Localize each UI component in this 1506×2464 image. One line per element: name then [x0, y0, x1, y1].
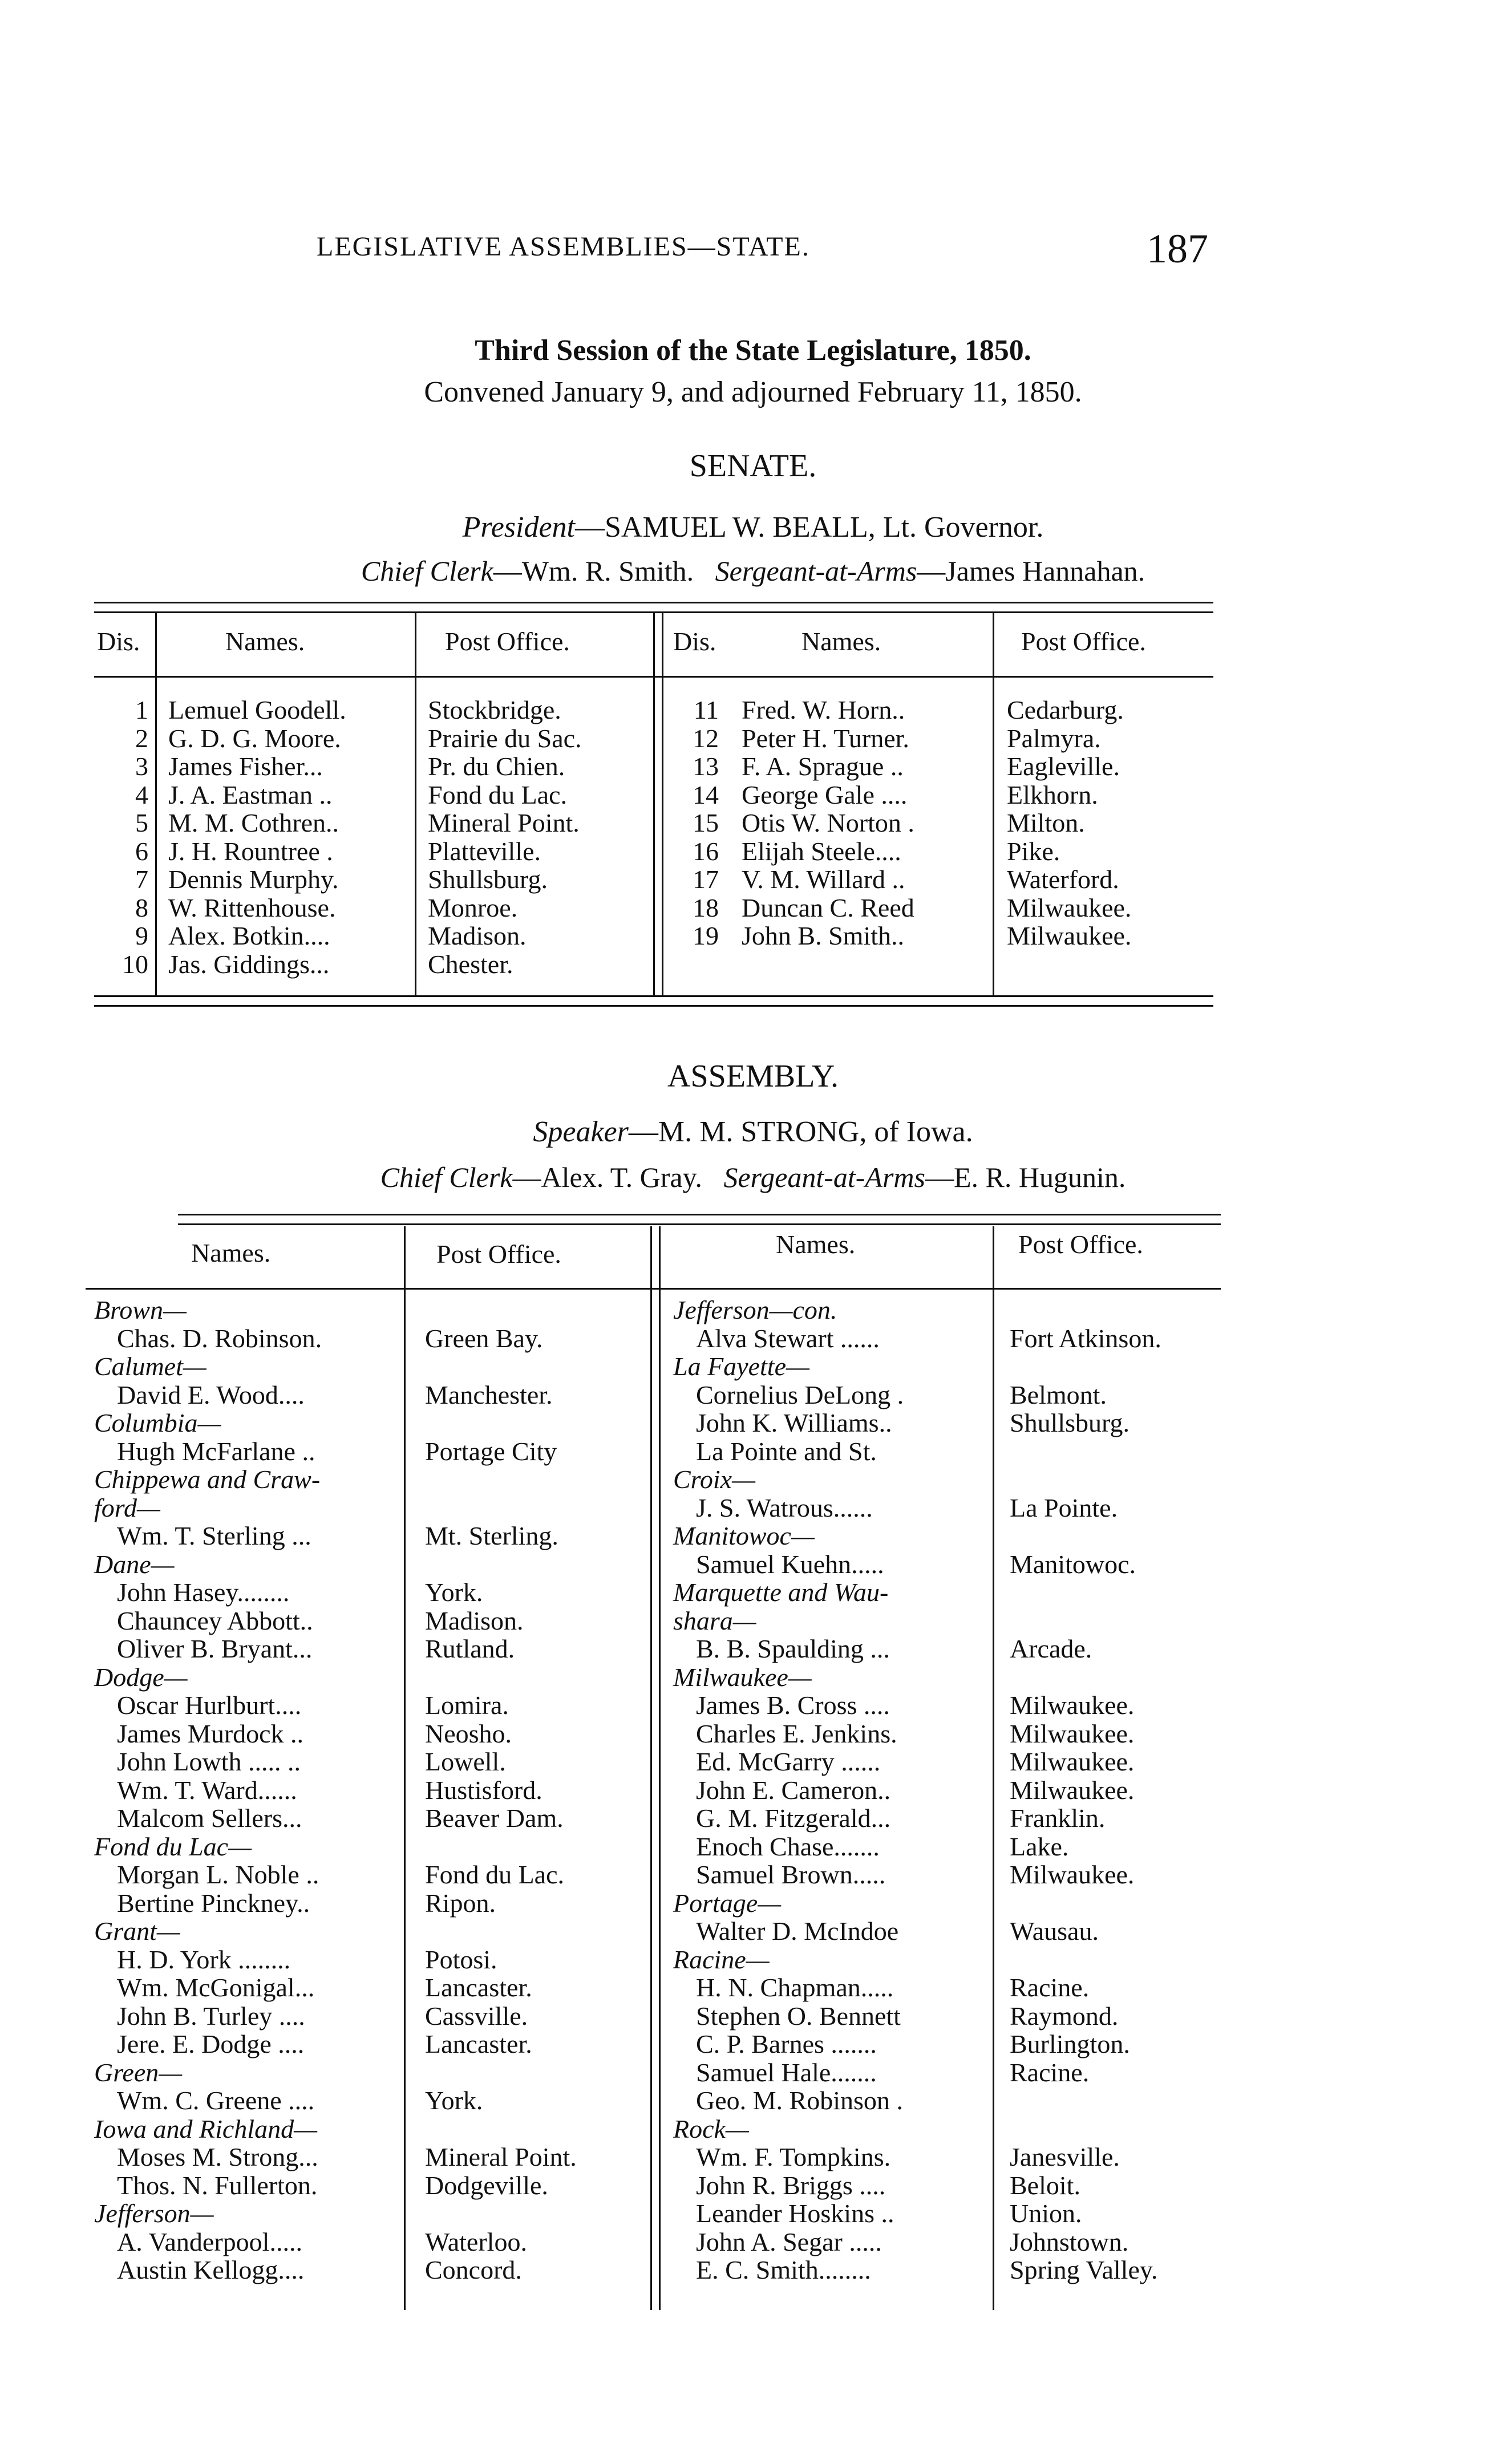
- list-item: Prairie du Sac.: [428, 723, 582, 753]
- assembly-right-post-list: [1010, 1296, 1218, 2284]
- list-item: Jere. E. Dodge ....: [117, 2029, 305, 2058]
- senate-header-dis: Dis.: [97, 627, 140, 656]
- list-item: Milwaukee.: [1007, 893, 1132, 922]
- list-item: J. S. Watrous......: [696, 1493, 873, 1522]
- assembly-speaker-role: Speaker: [533, 1116, 629, 1148]
- list-item: [425, 1296, 647, 1324]
- list-item: V. M. Willard ..: [742, 865, 905, 894]
- list-item: Ed. McGarry ......: [696, 1747, 881, 1776]
- list-item: La Fayette—: [673, 1352, 809, 1381]
- list-item: Milton.: [1007, 808, 1085, 837]
- list-item: 8: [135, 893, 148, 922]
- rule: [94, 995, 1213, 997]
- list-item: Raymond.: [1010, 2001, 1119, 2031]
- list-item: [425, 1917, 647, 1946]
- list-item: Platteville.: [428, 836, 541, 866]
- list-item: 16: [693, 836, 719, 866]
- list-item: H. N. Chapman.....: [696, 1973, 894, 2002]
- assembly-speaker: [0, 1115, 1506, 1149]
- assembly-header-post: Post Office.: [436, 1239, 561, 1269]
- list-item: Racine.: [1010, 2057, 1090, 2087]
- list-item: Thos. N. Fullerton.: [117, 2170, 318, 2200]
- rule: [653, 613, 655, 995]
- senate-left-names-list: [168, 696, 411, 978]
- list-item: Portage City: [425, 1436, 557, 1466]
- list-item: Manitowoc.: [1010, 1549, 1136, 1579]
- list-item: Manitowoc—: [673, 1521, 815, 1550]
- list-item: Milwaukee.: [1010, 1747, 1135, 1776]
- senate-president-name: —SAMUEL W. BEALL, Lt. Governor.: [575, 511, 1044, 544]
- rule: [659, 1226, 661, 2310]
- list-item: Wm. F. Tompkins.: [696, 2142, 891, 2171]
- list-item: [425, 1465, 647, 1494]
- assembly-heading: ASSEMBLY.: [667, 1059, 839, 1094]
- list-item: 12: [693, 723, 719, 753]
- list-item: Mineral Point.: [425, 2142, 577, 2171]
- list-item: Cedarburg.: [1007, 695, 1124, 724]
- list-item: Fred. W. Horn..: [742, 695, 905, 724]
- list-item: 1: [135, 695, 148, 724]
- rule: [650, 1226, 652, 2310]
- list-item: Arcade.: [1010, 1634, 1092, 1663]
- list-item: Cassville.: [425, 2001, 528, 2031]
- list-item: Potosi.: [425, 1944, 497, 1974]
- list-item: James B. Cross ....: [696, 1691, 890, 1720]
- assembly-header-names-2: Names.: [776, 1230, 856, 1259]
- list-item: Jefferson—con.: [673, 1295, 837, 1324]
- rule: [94, 1005, 1213, 1007]
- list-item: Moses M. Strong...: [117, 2142, 318, 2171]
- list-item: David E. Wood....: [117, 1380, 305, 1409]
- list-item: [1010, 1946, 1218, 1974]
- list-item: James Fisher...: [168, 752, 323, 781]
- session-title: Third Session of the State Legislature, 1850.: [475, 334, 1031, 367]
- rule: [178, 1223, 1221, 1225]
- list-item: Bertine Pinckney..: [117, 1888, 310, 1918]
- senate-right-district-list: [673, 696, 719, 950]
- senate-header-names-2: Names.: [801, 627, 881, 656]
- list-item: York.: [425, 1578, 483, 1607]
- list-item: Lake.: [1010, 1831, 1069, 1861]
- list-item: [1010, 1522, 1218, 1550]
- list-item: F. A. Sprague ..: [742, 752, 904, 781]
- list-item: 9: [135, 921, 148, 950]
- list-item: Concord.: [425, 2255, 522, 2284]
- senate-president-role: President: [462, 511, 575, 544]
- list-item: Janesville.: [1010, 2142, 1120, 2171]
- senate-header-names: Names.: [225, 627, 305, 656]
- list-item: Wm. T. Sterling ...: [117, 1521, 311, 1550]
- list-item: Shullsburg.: [428, 865, 548, 894]
- list-item: Cornelius DeLong .: [696, 1380, 904, 1409]
- list-item: Fond du Lac.: [428, 780, 568, 809]
- list-item: Enoch Chase.......: [696, 1831, 880, 1861]
- list-item: [425, 1409, 647, 1437]
- list-item: Duncan C. Reed: [742, 893, 914, 922]
- list-item: Croix—: [673, 1465, 755, 1494]
- list-item: Eagleville.: [1007, 752, 1120, 781]
- list-item: shara—: [673, 1606, 756, 1635]
- list-item: 10: [122, 949, 148, 979]
- list-item: La Pointe and St.: [696, 1436, 877, 1466]
- list-item: James Murdock ..: [117, 1719, 304, 1748]
- list-item: Milwaukee.: [1010, 1775, 1135, 1805]
- list-item: 19: [693, 921, 719, 950]
- list-item: [1010, 1889, 1218, 1918]
- rule: [155, 613, 157, 995]
- rule: [415, 613, 416, 995]
- list-item: Franklin.: [1010, 1804, 1106, 1833]
- session-dates: Convened January 9, and adjourned February 11, 1850.: [424, 376, 1082, 408]
- senate-heading: SENATE.: [689, 448, 817, 484]
- list-item: 14: [693, 780, 719, 809]
- rule: [86, 1288, 1221, 1290]
- assembly-left-names-list: [94, 1296, 402, 2284]
- list-item: 6: [135, 836, 148, 866]
- senate-sergeant-name: —James Hannahan.: [917, 555, 1145, 587]
- list-item: Belmont.: [1010, 1380, 1107, 1409]
- list-item: Monroe.: [428, 893, 518, 922]
- assembly-header-post-2: Post Office.: [1018, 1230, 1143, 1259]
- list-item: [1010, 1465, 1218, 1494]
- list-item: Fond du Lac.: [425, 1860, 565, 1889]
- list-item: 17: [693, 865, 719, 894]
- list-item: 18: [693, 893, 719, 922]
- senate-clerk-name: —Wm. R. Smith.: [493, 555, 694, 587]
- list-item: Oliver B. Bryant...: [117, 1634, 313, 1663]
- list-item: Spring Valley.: [1010, 2255, 1158, 2284]
- list-item: 15: [693, 808, 719, 837]
- list-item: [1010, 1296, 1218, 1324]
- list-item: Shullsburg.: [1010, 1408, 1130, 1437]
- senate-right-names-list: [742, 696, 990, 950]
- rule: [993, 1226, 994, 2310]
- senate-right-post-list: [1007, 696, 1212, 950]
- assembly-officers: [0, 1161, 1506, 1194]
- senate-clerk-role: Chief Clerk: [361, 555, 493, 587]
- list-item: [425, 1833, 647, 1861]
- list-item: John K. Williams..: [696, 1408, 892, 1437]
- list-item: Peter H. Turner.: [742, 723, 909, 753]
- list-item: C. P. Barnes .......: [696, 2029, 877, 2058]
- list-item: Lomira.: [425, 1691, 509, 1720]
- assembly-left-post-list: [425, 1296, 647, 2284]
- list-item: John A. Segar .....: [696, 2227, 882, 2256]
- list-item: Leander Hoskins ..: [696, 2199, 894, 2228]
- list-item: 3: [135, 752, 148, 781]
- assembly-header-names: Names.: [191, 1238, 271, 1267]
- list-item: M. M. Cothren..: [168, 808, 339, 837]
- list-item: H. D. York ........: [117, 1944, 291, 1974]
- rule: [178, 1214, 1221, 1215]
- list-item: Ripon.: [425, 1888, 496, 1918]
- list-item: Portage—: [673, 1888, 782, 1918]
- list-item: 7: [135, 865, 148, 894]
- list-item: 11: [693, 695, 719, 724]
- list-item: Green Bay.: [425, 1323, 543, 1353]
- list-item: Milwaukee.: [1007, 921, 1132, 950]
- list-item: La Pointe.: [1010, 1493, 1118, 1522]
- assembly-speaker-name: —M. M. STRONG, of Iowa.: [628, 1116, 973, 1148]
- list-item: Neosho.: [425, 1719, 512, 1748]
- senate-sergeant-role: Sergeant-at-Arms: [715, 555, 917, 587]
- list-item: Charles E. Jenkins.: [696, 1719, 897, 1748]
- list-item: [425, 2115, 647, 2143]
- list-item: J. A. Eastman ..: [168, 780, 333, 809]
- list-item: Wm. McGonigal...: [117, 1973, 315, 2002]
- senate-left-post-list: [428, 696, 650, 978]
- list-item: Milwaukee.: [1010, 1691, 1135, 1720]
- list-item: Samuel Brown.....: [696, 1860, 886, 1889]
- assembly-clerk-role: Chief Clerk: [380, 1161, 513, 1193]
- list-item: [425, 1352, 647, 1381]
- senate-left-district-list: [94, 696, 148, 978]
- list-item: Jas. Giddings...: [168, 949, 330, 979]
- list-item: Union.: [1010, 2199, 1082, 2228]
- senate-header-dis-2: Dis.: [673, 627, 716, 656]
- list-item: Calumet—: [94, 1352, 207, 1381]
- list-item: Otis W. Norton .: [742, 808, 914, 837]
- list-item: Malcom Sellers...: [117, 1804, 302, 1833]
- list-item: Samuel Hale.......: [696, 2057, 877, 2087]
- list-item: Stephen O. Bennett: [696, 2001, 901, 2031]
- list-item: Austin Kellogg....: [117, 2255, 305, 2284]
- list-item: Dodgeville.: [425, 2170, 548, 2200]
- list-item: Oscar Hurlburt....: [117, 1691, 302, 1720]
- list-item: Morgan L. Noble ..: [117, 1860, 319, 1889]
- list-item: Wm. T. Ward......: [117, 1775, 297, 1805]
- list-item: E. C. Smith........: [696, 2255, 871, 2284]
- list-item: Mineral Point.: [428, 808, 580, 837]
- page-number: 187: [1147, 226, 1208, 271]
- assembly-sergeant-name: —E. R. Hugunin.: [925, 1161, 1126, 1193]
- list-item: Chester.: [428, 949, 513, 979]
- list-item: Manchester.: [425, 1380, 553, 1409]
- list-item: Fort Atkinson.: [1010, 1323, 1161, 1353]
- list-item: Dodge—: [94, 1662, 188, 1692]
- list-item: Iowa and Richland—: [94, 2114, 317, 2143]
- list-item: [1010, 1437, 1218, 1466]
- list-item: Milwaukee—: [673, 1662, 812, 1692]
- list-item: Stockbridge.: [428, 695, 561, 724]
- list-item: [425, 2199, 647, 2228]
- list-item: ford—: [94, 1493, 160, 1522]
- list-item: Columbia—: [94, 1408, 221, 1437]
- list-item: G. M. Fitzgerald...: [696, 1804, 891, 1833]
- list-item: Mt. Sterling.: [425, 1521, 558, 1550]
- list-item: Lowell.: [425, 1747, 506, 1776]
- list-item: 5: [135, 808, 148, 837]
- list-item: Racine—: [673, 1944, 770, 1974]
- list-item: York.: [425, 2086, 483, 2115]
- list-item: Marquette and Wau-: [673, 1578, 889, 1607]
- list-item: [1010, 1607, 1218, 1635]
- list-item: Lancaster.: [425, 1973, 532, 2002]
- list-item: Waterford.: [1007, 865, 1119, 894]
- list-item: Burlington.: [1010, 2029, 1130, 2058]
- senate-header-post-2: Post Office.: [1021, 627, 1146, 656]
- list-item: J. H. Rountree .: [168, 836, 333, 866]
- list-item: Milwaukee.: [1010, 1860, 1135, 1889]
- list-item: Elijah Steele....: [742, 836, 901, 866]
- list-item: [425, 1550, 647, 1579]
- list-item: Elkhorn.: [1007, 780, 1098, 809]
- assembly-sergeant-role: Sergeant-at-Arms: [723, 1161, 925, 1193]
- list-item: Dennis Murphy.: [168, 865, 339, 894]
- list-item: Madison.: [428, 921, 527, 950]
- assembly-clerk-name: —Alex. T. Gray.: [512, 1161, 702, 1193]
- list-item: Hustisford.: [425, 1775, 543, 1805]
- list-item: Chas. D. Robinson.: [117, 1323, 322, 1353]
- list-item: Samuel Kuehn.....: [696, 1549, 884, 1579]
- list-item: Lancaster.: [425, 2029, 532, 2058]
- list-item: B. B. Spaulding ...: [696, 1634, 890, 1663]
- rule: [404, 1226, 406, 2310]
- rule: [94, 602, 1213, 603]
- list-item: Pike.: [1007, 836, 1060, 866]
- list-item: Jefferson—: [94, 2199, 214, 2228]
- senate-president: [0, 510, 1506, 544]
- rule: [662, 613, 663, 995]
- list-item: Pr. du Chien.: [428, 752, 565, 781]
- list-item: [425, 1494, 647, 1522]
- list-item: G. D. G. Moore.: [168, 723, 341, 753]
- list-item: [1010, 2086, 1218, 2115]
- list-item: Grant—: [94, 1916, 180, 1946]
- list-item: 2: [135, 723, 148, 753]
- list-item: Lemuel Goodell.: [168, 695, 346, 724]
- list-item: Geo. M. Robinson .: [696, 2086, 903, 2115]
- list-item: Beloit.: [1010, 2170, 1080, 2200]
- list-item: A. Vanderpool.....: [117, 2227, 302, 2256]
- list-item: Fond du Lac—: [94, 1831, 252, 1861]
- list-item: Waterloo.: [425, 2227, 527, 2256]
- list-item: Milwaukee.: [1010, 1719, 1135, 1748]
- senate-header-post: Post Office.: [445, 627, 570, 656]
- list-item: Dane—: [94, 1549, 175, 1579]
- list-item: Racine.: [1010, 1973, 1090, 2002]
- list-item: John R. Briggs ....: [696, 2170, 886, 2200]
- list-item: Chauncey Abbott..: [117, 1606, 313, 1635]
- list-item: Walter D. McIndoe: [696, 1916, 899, 1946]
- list-item: Wm. C. Greene ....: [117, 2086, 315, 2115]
- rule: [993, 613, 994, 995]
- list-item: John B. Smith..: [742, 921, 905, 950]
- list-item: Green—: [94, 2057, 183, 2087]
- list-item: Palmyra.: [1007, 723, 1101, 753]
- list-item: Alva Stewart ......: [696, 1323, 880, 1353]
- list-item: [1010, 1663, 1218, 1692]
- senate-officers: [0, 554, 1506, 587]
- list-item: Chippewa and Craw-: [94, 1465, 321, 1494]
- list-item: 13: [693, 752, 719, 781]
- list-item: W. Rittenhouse.: [168, 893, 336, 922]
- list-item: John B. Turley ....: [117, 2001, 305, 2031]
- list-item: [425, 2058, 647, 2087]
- running-head: LEGISLATIVE ASSEMBLIES—STATE.: [317, 232, 810, 262]
- list-item: George Gale ....: [742, 780, 908, 809]
- list-item: John Lowth ..... ..: [117, 1747, 301, 1776]
- list-item: John E. Cameron..: [696, 1775, 891, 1805]
- list-item: Madison.: [425, 1606, 524, 1635]
- list-item: Alex. Botkin....: [168, 921, 330, 950]
- list-item: Wausau.: [1010, 1916, 1099, 1946]
- list-item: John Hasey........: [117, 1578, 290, 1607]
- list-item: Rock—: [673, 2114, 749, 2143]
- assembly-right-names-list: [673, 1296, 990, 2284]
- list-item: [1010, 1578, 1218, 1607]
- list-item: Beaver Dam.: [425, 1804, 564, 1833]
- list-item: [1010, 2115, 1218, 2143]
- list-item: [425, 1663, 647, 1692]
- list-item: Hugh McFarlane ..: [117, 1436, 315, 1466]
- list-item: Brown—: [94, 1295, 187, 1324]
- list-item: Johnstown.: [1010, 2227, 1129, 2256]
- list-item: 4: [135, 780, 148, 809]
- list-item: Rutland.: [425, 1634, 515, 1663]
- list-item: [1010, 1352, 1218, 1381]
